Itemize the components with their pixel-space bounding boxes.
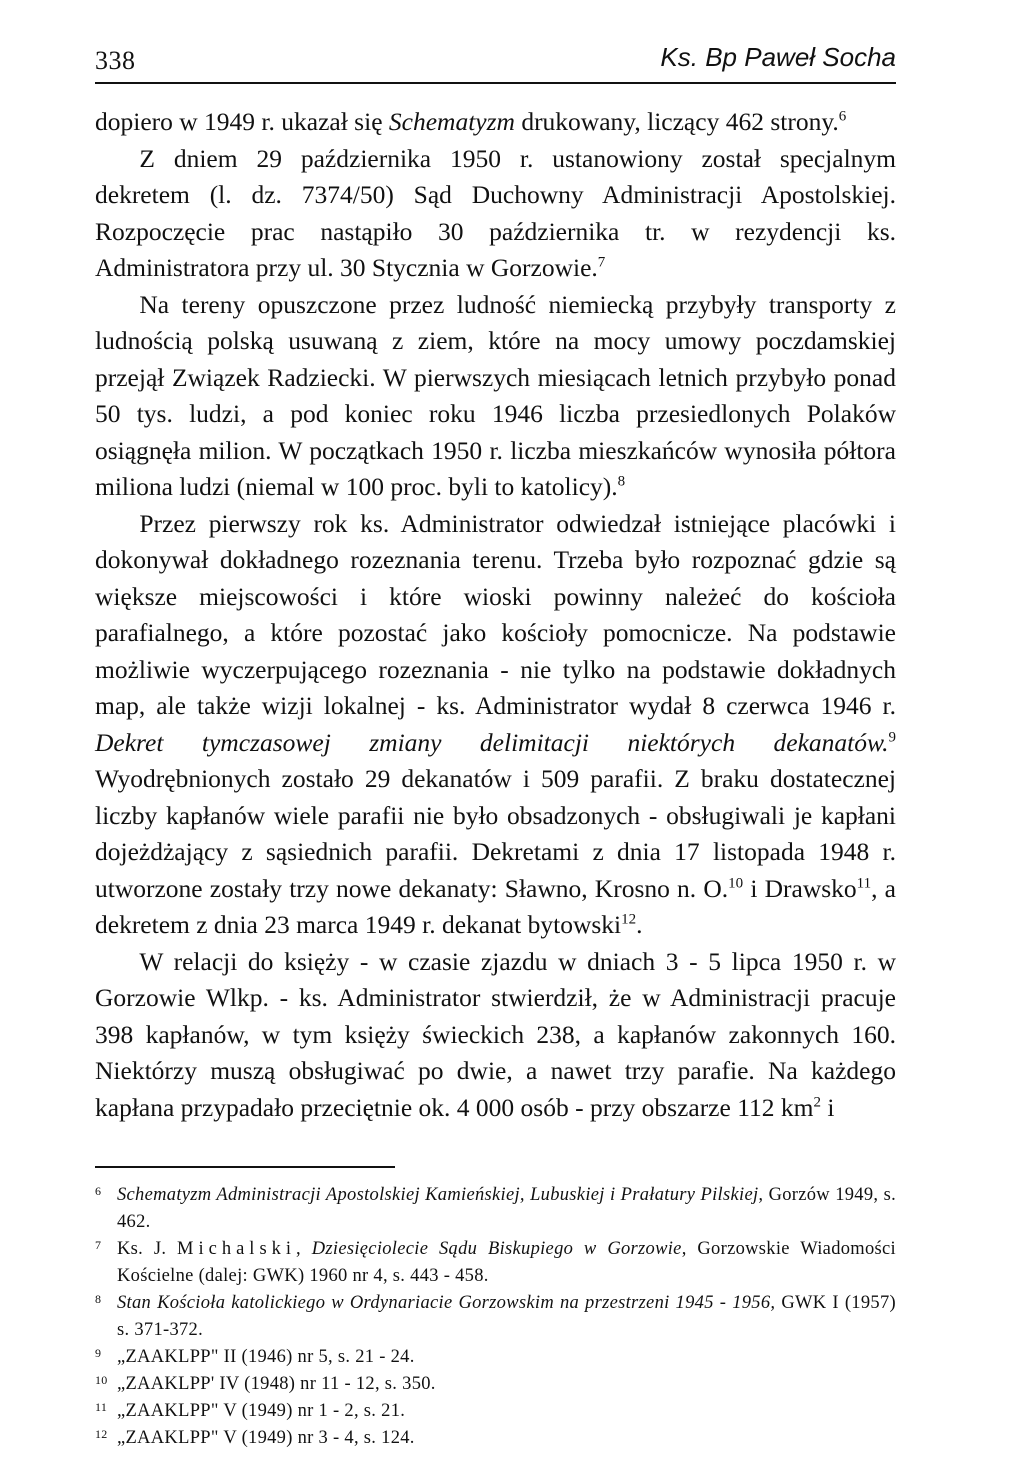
text-run: , a dekretem z dnia 23 marca 1949 r. dekanat bytowski (95, 873, 896, 939)
footnote-italic: Dziesięciolecie Sądu Biskupiego w Gorzowie (311, 1239, 682, 1259)
footnote-text: „ZAAKLPP' IV (1948) nr 11 - 12, s. 350. (117, 1374, 436, 1394)
italic-title: Schematyzm (388, 107, 515, 136)
footnote-number: 7 (95, 1238, 102, 1252)
footnote-number: 6 (95, 1184, 102, 1198)
footnote-number: 8 (95, 1292, 102, 1306)
footnote-ref: 12 (621, 911, 637, 928)
footnote-number: 10 (95, 1373, 108, 1387)
text-run: dopiero w 1949 r. ukazał się (95, 107, 389, 136)
footnote-ref: 7 (597, 254, 606, 271)
text-run: i Drawsko (743, 873, 857, 903)
text-run: i (820, 1092, 835, 1122)
superscript: 2 (813, 1094, 821, 1110)
footnote-12 (95, 1425, 896, 1452)
footnote-11 (95, 1398, 896, 1425)
paragraph-1 (95, 104, 896, 141)
italic-title: Dekret tymczasowej zmiany delimitacji niektórych dekanatów. (95, 727, 889, 757)
footnote-ref: 10 (728, 875, 744, 891)
footnote-separator (95, 1166, 395, 1168)
paragraph-4 (95, 506, 896, 944)
text-run: . (636, 910, 643, 939)
text-run: W relacji do księży - w czasie zjazdu w dniach 3 - 5 lipca 1950 r. w Gorzowie Wlkp. - ks. Administrator stwierdził, że w Administracji pracuje 398 kapłanów, w tym księży świeckich 238, a kapłanów zakonnych 160. Niektórzy muszą obsługiwać po dwie, a nawet trzy parafie. Na każdego kapłana przypadało przeciętnie ok. 4 000 osób - przy obszarze 112 km (95, 946, 896, 1122)
footnote-italic: Stan Kościoła katolickiego w Ordynariacie Gorzowskim na przestrzeni 1945 - 1956, (117, 1293, 776, 1313)
footnote-text: „ZAAKLPP" V (1949) nr 1 - 2, s. 21. (117, 1401, 406, 1421)
paragraph-5 (95, 944, 896, 1127)
footnote-10 (95, 1371, 896, 1398)
footnote-text: , (296, 1239, 312, 1259)
footnotes (95, 1182, 896, 1452)
footnote-ref: 11 (856, 875, 872, 891)
footnote-text: „ZAAKLPP" II (1946) nr 5, s. 21 - 24. (117, 1347, 415, 1367)
paragraph-3 (95, 287, 896, 506)
footnote-number: 12 (95, 1427, 108, 1441)
footnote-ref: 6 (838, 108, 847, 125)
paragraph-2 (95, 141, 896, 287)
text-run: Przez pierwszy rok ks. Administrator odwiedzał istniejące placówki i dokonywał dokładnego rozeznania terenu. Trzeba było rozpoznać gdzie są większe miejscowości i które wioski powinny należeć do kościoła parafialnego, a które pozostać jako kościoły pomocnicze. Na podstawie możliwie wyczerpującego rozeznania - nie tylko na podstawie dokładnych map, ale także wizji lokalnej - ks. Administrator wydał 8 czerwca 1946 r. (95, 508, 896, 720)
footnote-text: Gorzów 1949, s. 462. (117, 1185, 896, 1232)
text-run: Wyodrębnionych zostało 29 dekanatów i 509 parafii. Z braku dostatecznej liczby kapłanów wiele parafii nie było obsadzonych - obsługiwali je kapłani dojeżdżający z sąsiednich parafii. Dekretami z dnia 17 listopada 1948 r. utworzone zostały trzy nowe dekanaty: Sławno, Krosno n. O. (95, 764, 896, 903)
footnote-8 (95, 1290, 896, 1344)
footnote-7 (95, 1236, 896, 1290)
text-run: drukowany, liczący 462 strony. (514, 107, 839, 136)
footnote-6 (95, 1182, 896, 1236)
author-name: Michalski (177, 1239, 297, 1259)
footnote-number: 11 (95, 1400, 108, 1414)
footnote-text: Ks. J. (117, 1239, 178, 1259)
page-number: 338 (95, 46, 136, 75)
body-text (95, 104, 896, 1126)
text-run: Na tereny opuszczone przez ludność niemiecką przybyły transporty z ludnością polską usuwaną z ziem, które na mocy umowy poczdamskiej przejął Związek Radziecki. W pierwszych miesiącach letnich przybyło ponad 50 tys. ludzi, a pod koniec roku 1946 liczba przesiedlonych Polaków osiągnęła milion. W początkach 1950 r. liczba mieszkańców wynosiła półtora miliona ludzi (niemal w 100 proc. byli to katolicy). (95, 289, 896, 501)
footnote-9 (95, 1344, 896, 1371)
footnote-text: , Gorzowskie Wiadomości Kościelne (dalej: GWK) 1960 nr 4, s. 443 - 458. (117, 1239, 896, 1286)
footnote-ref: 9 (888, 729, 896, 745)
footnote-text: GWK I (1957) s. 371-372. (117, 1293, 896, 1340)
page-header (95, 38, 896, 84)
footnote-ref: 8 (617, 473, 626, 490)
footnote-italic: Schematyzm Administracji Apostolskiej Kamieńskiej, Lubuskiej i Prałatury Pilskiej, (117, 1185, 764, 1205)
footnote-text: „ZAAKLPP" V (1949) nr 3 - 4, s. 124. (117, 1428, 415, 1448)
text-run: Z dniem 29 października 1950 r. ustanowiony został specjalnym dekretem (l. dz. 7374/50) Sąd Duchowny Administracji Apostolskiej. Rozpoczęcie prac nastąpiło 30 października tr. w rezydencji ks. Administratora przy ul. 30 Stycznia w Gorzowie. (95, 143, 896, 282)
footnote-number: 9 (95, 1346, 102, 1360)
running-head: Ks. Bp Paweł Socha (660, 42, 896, 72)
